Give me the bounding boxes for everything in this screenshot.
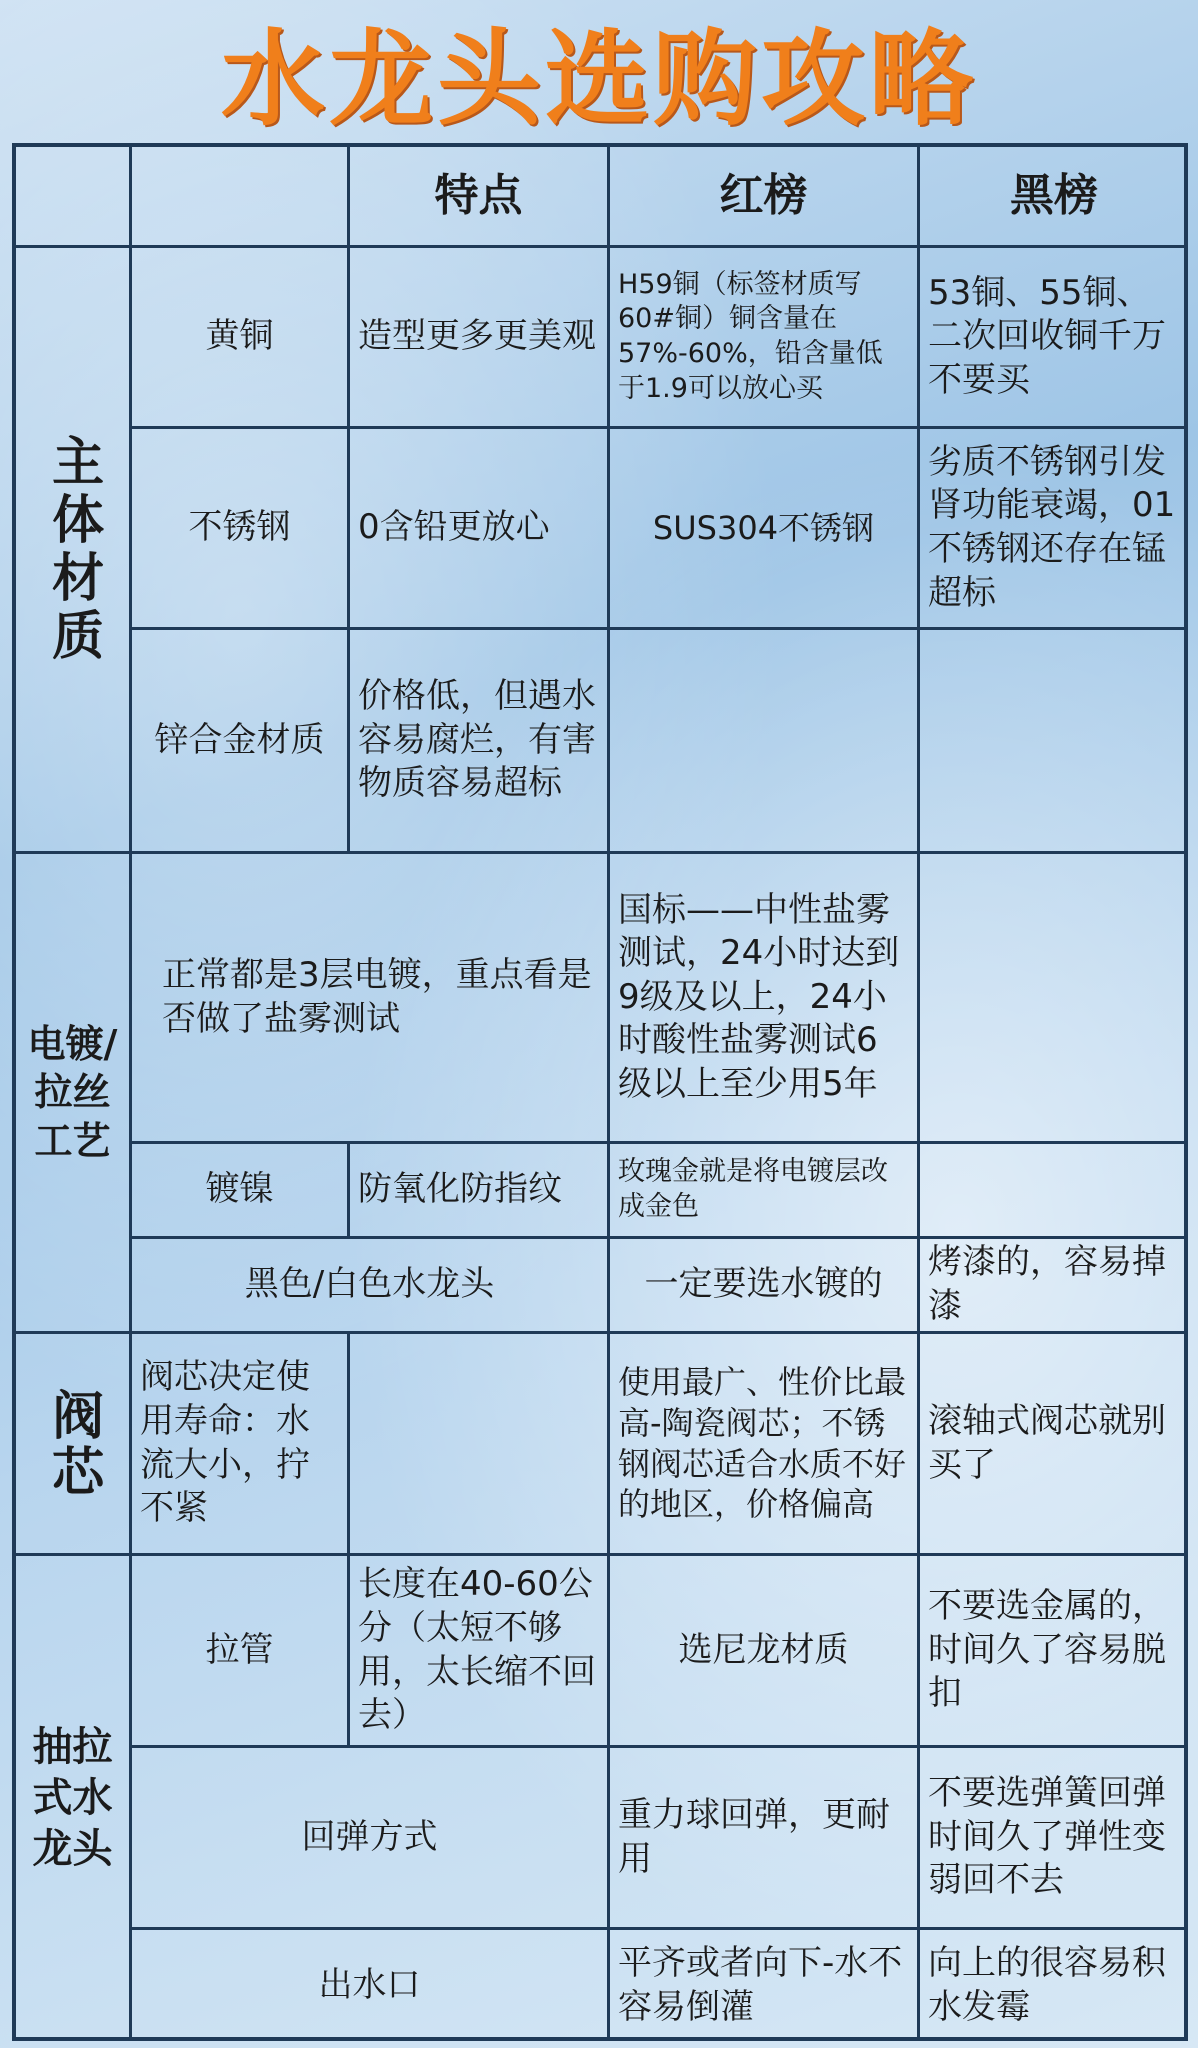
group-label-plating: 电镀/拉丝工艺 xyxy=(16,854,132,1334)
row-label-brass: 黄铜 xyxy=(132,248,350,429)
zinc-features: 价格低，但遇水容易腐烂，有害物质容易超标 xyxy=(350,630,610,854)
black-white-red: 一定要选水镀的 xyxy=(610,1239,920,1334)
nickel-red: 玫瑰金就是将电镀层改成金色 xyxy=(610,1144,920,1239)
header-blank-cell xyxy=(16,147,132,248)
valve-red: 使用最广、性价比最高-陶瓷阀芯；不锈钢阀芯适合水质不好的地区，价格偏高 xyxy=(610,1334,920,1556)
row-label-hose: 拉管 xyxy=(132,1556,350,1748)
valve-name: 阀芯决定使用寿命：水流大小，拧不紧 xyxy=(132,1334,350,1556)
plating-features: 正常都是3层电镀，重点看是否做了盐雾测试 xyxy=(132,854,610,1144)
stainless-features: 0含铅更放心 xyxy=(350,429,610,630)
rebound-black: 不要选弹簧回弹时间久了弹性变弱回不去 xyxy=(920,1748,1188,1930)
outlet-red: 平齐或者向下-水不容易倒灌 xyxy=(610,1930,920,2041)
valve-black: 滚轴式阀芯就别买了 xyxy=(920,1334,1188,1556)
row-label-rebound: 回弹方式 xyxy=(132,1748,610,1930)
row-label-black-white: 黑色/白色水龙头 xyxy=(132,1239,610,1334)
header-black-list: 黑榜 xyxy=(920,147,1188,248)
header-features: 特点 xyxy=(350,147,610,248)
brass-black: 53铜、55铜、二次回收铜千万不要买 xyxy=(920,248,1188,429)
comparison-table xyxy=(12,143,1188,2041)
plating-black xyxy=(920,854,1188,1144)
header-red-list: 红榜 xyxy=(610,147,920,248)
stainless-black: 劣质不锈钢引发肾功能衰竭，01不锈钢还存在锰超标 xyxy=(920,429,1188,630)
zinc-black xyxy=(920,630,1188,854)
hose-red: 选尼龙材质 xyxy=(610,1556,920,1748)
valve-features xyxy=(350,1334,610,1556)
group-label-material: 主体材质 xyxy=(16,248,132,854)
row-label-nickel: 镀镍 xyxy=(132,1144,350,1239)
brass-features: 造型更多更美观 xyxy=(350,248,610,429)
zinc-red xyxy=(610,630,920,854)
page-title: 水龙头选购攻略 xyxy=(220,18,977,140)
nickel-black xyxy=(920,1144,1188,1239)
group-label-pullout: 抽拉式水龙头 xyxy=(16,1556,132,2041)
black-white-black: 烤漆的，容易掉漆 xyxy=(920,1239,1188,1334)
hose-features: 长度在40-60公分（太短不够用，太长缩不回去） xyxy=(350,1556,610,1748)
hose-black: 不要选金属的，时间久了容易脱扣 xyxy=(920,1556,1188,1748)
nickel-features: 防氧化防指纹 xyxy=(350,1144,610,1239)
header-blank-cell xyxy=(132,147,350,248)
row-label-outlet: 出水口 xyxy=(132,1930,610,2041)
brass-red: H59铜（标签材质写60#铜）铜含量在57%-60%，铅含量低于1.9可以放心买 xyxy=(610,248,920,429)
plating-red: 国标——中性盐雾测试，24小时达到9级及以上，24小时酸性盐雾测试6级以上至少用5年 xyxy=(610,854,920,1144)
group-label-valve: 阀芯 xyxy=(16,1334,132,1556)
outlet-black: 向上的很容易积水发霉 xyxy=(928,1942,1166,2027)
stainless-red: SUS304不锈钢 xyxy=(610,429,920,630)
rebound-red: 重力球回弹，更耐用 xyxy=(610,1748,920,1930)
row-label-stainless: 不锈钢 xyxy=(132,429,350,630)
row-label-zinc: 锌合金材质 xyxy=(132,630,350,854)
